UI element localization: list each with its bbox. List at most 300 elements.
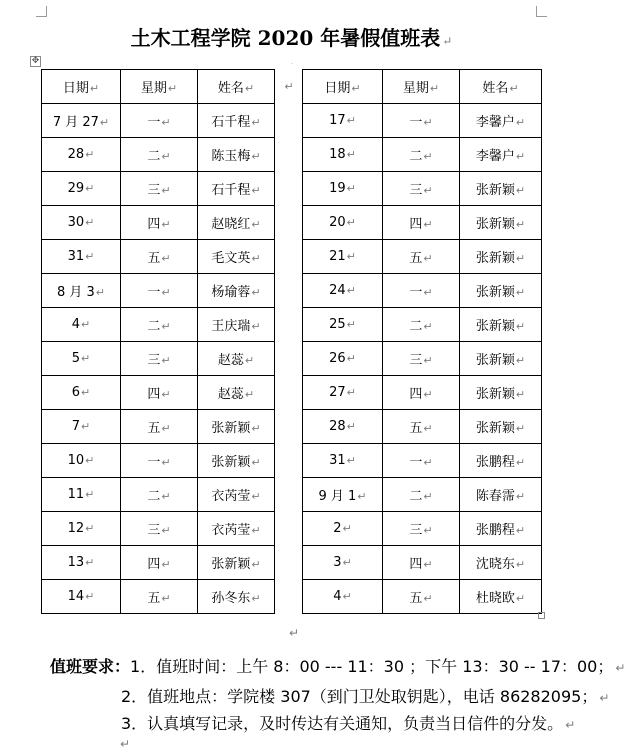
table-gap-cell — [275, 444, 303, 478]
date-cell — [42, 206, 121, 240]
cell-mark: ↵ — [251, 218, 261, 231]
name-cell-text: 李馨户 — [475, 149, 515, 164]
cell-mark: ↵ — [515, 558, 526, 571]
table-row — [42, 546, 542, 580]
name-cell-text: 衣芮莹 — [211, 523, 251, 538]
cell-mark: ↵ — [244, 82, 255, 95]
date-cell — [42, 376, 121, 410]
cell-mark: ↵ — [251, 184, 261, 197]
name-cell — [198, 240, 275, 274]
weekday-cell — [383, 104, 460, 138]
header-cell-weekday-text: 星期 — [140, 81, 167, 96]
weekday-cell-text: 四 — [409, 217, 423, 232]
weekday-cell — [383, 410, 460, 444]
date-cell-text: 7 月 27 — [52, 115, 99, 130]
date-cell — [303, 104, 383, 138]
table-move-handle-icon[interactable]: ✥ — [31, 56, 40, 66]
header-cell-date — [303, 70, 383, 104]
cell-mark: ↵ — [244, 388, 255, 401]
name-cell — [460, 342, 542, 376]
name-cell-text: 张新颖 — [211, 421, 251, 436]
cell-mark: ↵ — [85, 216, 95, 229]
cell-mark: ↵ — [81, 386, 91, 399]
cell-mark: ↵ — [342, 522, 352, 535]
weekday-cell-text: 五 — [409, 591, 423, 606]
name-cell-text: 张新颖 — [475, 251, 515, 266]
cell-mark: ↵ — [167, 82, 178, 95]
requirement-line-3 — [121, 711, 575, 734]
name-cell-text: 张新颖 — [475, 183, 515, 198]
cell-mark: ↵ — [515, 184, 526, 197]
cell-mark: ↵ — [85, 590, 95, 603]
cell-mark: ↵ — [346, 386, 356, 399]
document-title — [0, 22, 583, 51]
page-corner-mark-top-right — [536, 6, 547, 17]
requirement-line-1 — [50, 654, 625, 677]
cell-mark: ↵ — [346, 284, 356, 297]
name-cell — [460, 138, 542, 172]
name-cell — [198, 512, 275, 546]
weekday-cell — [383, 580, 460, 614]
name-cell — [460, 240, 542, 274]
date-cell-text: 30 — [67, 215, 85, 230]
weekday-cell — [383, 444, 460, 478]
table-gap-cell — [275, 478, 303, 512]
date-cell-text: 19 — [329, 181, 346, 196]
table-row — [42, 240, 542, 274]
weekday-cell-text: 五 — [409, 421, 423, 436]
table-gap-cell — [275, 308, 303, 342]
weekday-cell — [121, 342, 198, 376]
weekday-cell — [121, 308, 198, 342]
cell-mark: ↵ — [515, 592, 526, 605]
cell-mark: ↵ — [251, 116, 261, 129]
cell-mark: ↵ — [346, 182, 356, 195]
table-row — [42, 410, 542, 444]
date-cell-text: 6 — [71, 385, 81, 400]
weekday-cell — [383, 342, 460, 376]
date-cell-text: 3 — [333, 555, 342, 570]
weekday-cell-text: 一 — [409, 455, 423, 470]
name-cell-text: 张新颖 — [475, 421, 515, 436]
cell-mark: ↵ — [515, 320, 526, 333]
weekday-cell — [383, 240, 460, 274]
cell-mark: ↵ — [423, 354, 433, 367]
weekday-cell-text: 二 — [409, 149, 423, 164]
cell-mark: ↵ — [351, 82, 361, 95]
cell-mark: ↵ — [423, 252, 433, 265]
name-cell — [460, 308, 542, 342]
cell-mark: ↵ — [161, 286, 171, 299]
date-cell — [42, 546, 121, 580]
cell-mark: ↵ — [346, 114, 356, 127]
date-cell — [42, 104, 121, 138]
table-row — [42, 274, 542, 308]
table-row — [42, 580, 542, 614]
table-header-row — [42, 70, 542, 104]
cell-mark: ↵ — [95, 286, 106, 299]
cell-mark: ↵ — [161, 558, 171, 571]
date-cell-text: 2 — [333, 521, 342, 536]
weekday-cell-text: 三 — [147, 183, 161, 198]
table-row — [42, 104, 542, 138]
date-cell — [303, 376, 383, 410]
table-row — [42, 138, 542, 172]
date-cell-text: 20 — [329, 215, 346, 230]
name-cell — [198, 410, 275, 444]
date-cell-text: 8 月 3 — [56, 285, 95, 300]
table-row — [42, 308, 542, 342]
name-cell — [460, 104, 542, 138]
header-cell-date-text: 日期 — [62, 81, 89, 96]
table-gap-cell — [275, 138, 303, 172]
weekday-cell-text: 三 — [147, 523, 161, 538]
date-cell-text: 25 — [329, 317, 346, 332]
cell-mark: ↵ — [423, 490, 433, 503]
header-cell-name — [460, 70, 542, 104]
cell-mark: ↵ — [423, 558, 433, 571]
cell-mark: ↵ — [89, 82, 100, 95]
cell-mark: ↵ — [161, 218, 171, 231]
name-cell — [198, 138, 275, 172]
date-cell-text: 18 — [329, 147, 346, 162]
name-cell — [460, 512, 542, 546]
weekday-cell-text: 三 — [147, 353, 161, 368]
weekday-cell — [121, 410, 198, 444]
cell-mark: ↵ — [251, 592, 261, 605]
table-gap-cell — [275, 274, 303, 308]
cell-mark: ↵ — [81, 318, 91, 331]
date-cell-text: 5 — [71, 351, 81, 366]
table-row — [42, 376, 542, 410]
weekday-cell-text: 二 — [147, 319, 161, 334]
date-cell — [303, 172, 383, 206]
page-corner-mark-top-left — [36, 6, 47, 17]
date-cell — [303, 206, 383, 240]
name-cell-text: 张鹏程 — [475, 523, 515, 538]
weekday-cell — [383, 376, 460, 410]
date-cell — [42, 342, 121, 376]
weekday-cell-text: 二 — [409, 489, 423, 504]
date-cell-text: 10 — [67, 453, 85, 468]
cell-mark: ↵ — [251, 422, 261, 435]
table-gap-cell — [275, 546, 303, 580]
cell-mark: ↵ — [161, 388, 171, 401]
cell-mark: ↵ — [251, 490, 261, 503]
name-cell — [460, 376, 542, 410]
weekday-cell — [383, 274, 460, 308]
cell-mark: ↵ — [161, 252, 171, 265]
date-cell-text: 26 — [329, 351, 346, 366]
cell-mark: ↵ — [251, 150, 261, 163]
cell-mark: ↵ — [515, 456, 526, 469]
name-cell — [198, 342, 275, 376]
table-row — [42, 478, 542, 512]
cell-mark: ↵ — [161, 150, 171, 163]
name-cell-text: 衣芮莹 — [211, 489, 251, 504]
weekday-cell-text: 一 — [147, 455, 161, 470]
cell-mark: ↵ — [161, 354, 171, 367]
name-cell — [460, 172, 542, 206]
name-cell — [460, 444, 542, 478]
cell-mark: ↵ — [85, 488, 95, 501]
name-cell — [460, 478, 542, 512]
weekday-cell — [383, 308, 460, 342]
cell-mark: ↵ — [251, 286, 261, 299]
cell-mark: ↵ — [81, 420, 91, 433]
cell-mark: ↵ — [251, 456, 261, 469]
name-cell-text: 杨瑜蓉 — [211, 285, 251, 300]
name-cell — [460, 206, 542, 240]
name-cell-text: 张新颖 — [475, 319, 515, 334]
table-row — [42, 172, 542, 206]
date-cell-text: 21 — [329, 249, 346, 264]
cell-mark: ↵ — [423, 218, 433, 231]
weekday-cell-text: 一 — [409, 285, 423, 300]
cell-mark: ↵ — [251, 320, 261, 333]
date-cell — [42, 444, 121, 478]
table-gap-cell — [275, 342, 303, 376]
weekday-cell-text: 三 — [409, 353, 423, 368]
cell-mark: ↵ — [251, 558, 261, 571]
name-cell-text: 陈春霈 — [475, 489, 515, 504]
name-cell — [198, 274, 275, 308]
table-gap-cell — [275, 410, 303, 444]
weekday-cell-text: 四 — [147, 557, 161, 572]
name-cell-text: 孙冬东 — [211, 591, 251, 606]
weekday-cell-text: 五 — [147, 421, 161, 436]
weekday-cell — [383, 172, 460, 206]
cell-mark: ↵ — [81, 352, 91, 365]
date-cell — [303, 478, 383, 512]
date-cell-text: 24 — [329, 283, 346, 298]
cell-mark: ↵ — [423, 524, 433, 537]
header-cell-name-text: 姓名 — [217, 81, 244, 96]
weekday-cell-text: 五 — [147, 591, 161, 606]
weekday-cell — [121, 104, 198, 138]
name-cell — [460, 580, 542, 614]
weekday-cell — [121, 546, 198, 580]
cell-mark: ↵ — [85, 556, 95, 569]
weekday-cell — [383, 512, 460, 546]
cell-mark: ↵ — [161, 456, 171, 469]
name-cell-text: 张新颖 — [211, 557, 251, 572]
name-cell — [198, 478, 275, 512]
cell-mark: ↵ — [515, 524, 526, 537]
name-cell-text: 赵蕊 — [217, 387, 244, 402]
name-cell — [460, 546, 542, 580]
date-cell-text: 4 — [333, 589, 342, 604]
weekday-cell-text: 三 — [409, 523, 423, 538]
cell-mark: ↵ — [161, 490, 171, 503]
date-cell-text: 14 — [67, 589, 85, 604]
cell-mark: ↵ — [515, 218, 526, 231]
date-cell — [42, 274, 121, 308]
date-cell-text: 31 — [329, 453, 346, 468]
paragraph-mark: ↵ — [120, 737, 131, 751]
cell-mark: ↵ — [161, 116, 171, 129]
cell-mark: ↵ — [423, 150, 433, 163]
table-row — [42, 206, 542, 240]
date-cell — [303, 410, 383, 444]
date-cell-text: 4 — [71, 317, 81, 332]
name-cell-text: 石千程 — [211, 183, 251, 198]
cell-mark: ↵ — [85, 182, 95, 195]
cell-mark: ↵ — [423, 388, 433, 401]
date-cell — [303, 342, 383, 376]
date-cell-text: 11 — [67, 487, 85, 502]
cell-mark: ↵ — [85, 454, 95, 467]
cell-mark: ↵ — [346, 420, 356, 433]
cell-mark: ↵ — [346, 250, 356, 263]
cell-mark: ↵ — [251, 524, 261, 537]
date-cell-text: 28 — [329, 419, 346, 434]
name-cell-text: 赵晓红 — [211, 217, 251, 232]
table-gap-cell — [275, 70, 303, 104]
weekday-cell-text: 一 — [147, 285, 161, 300]
date-cell — [42, 478, 121, 512]
cell-mark: ↵ — [515, 388, 526, 401]
cell-mark: ↵ — [251, 252, 261, 265]
date-cell-text: 29 — [67, 181, 85, 196]
header-cell-weekday-text: 星期 — [402, 81, 429, 96]
cell-mark: ↵ — [423, 592, 433, 605]
weekday-cell-text: 五 — [409, 251, 423, 266]
weekday-cell — [121, 580, 198, 614]
weekday-cell-text: 四 — [409, 387, 423, 402]
requirement-item: 2．值班地点：学院楼 307（到门卫处取钥匙），电话 86282095； — [121, 687, 598, 706]
date-cell — [42, 240, 121, 274]
weekday-cell-text: 四 — [409, 557, 423, 572]
name-cell-text: 张新颖 — [475, 387, 515, 402]
name-cell-text: 王庆瑞 — [211, 319, 251, 334]
weekday-cell-text: 二 — [409, 319, 423, 334]
weekday-cell — [121, 274, 198, 308]
name-cell-text: 李馨户 — [475, 115, 515, 130]
cell-mark: ↵ — [342, 590, 352, 603]
paragraph-mark: ↵ — [599, 691, 610, 705]
cell-mark: ↵ — [161, 320, 171, 333]
name-cell — [198, 376, 275, 410]
date-cell — [303, 580, 383, 614]
date-cell — [303, 308, 383, 342]
table-gap-cell — [275, 512, 303, 546]
name-cell-text: 石千程 — [211, 115, 251, 130]
paragraph-mark: ↵ — [442, 34, 453, 48]
date-cell — [42, 308, 121, 342]
name-cell — [198, 580, 275, 614]
name-cell-text: 张新颖 — [475, 217, 515, 232]
weekday-cell — [383, 206, 460, 240]
header-cell-name-text: 姓名 — [482, 81, 509, 96]
table-gap-cell — [275, 240, 303, 274]
date-cell — [42, 138, 121, 172]
cell-mark: ↵ — [423, 116, 433, 129]
cell-mark: ↵ — [423, 184, 433, 197]
cell-mark: ↵ — [85, 148, 95, 161]
cell-mark: ↵ — [346, 318, 356, 331]
cell-mark: ↵ — [423, 320, 433, 333]
cell-mark: ↵ — [161, 592, 171, 605]
requirements-label: 值班要求： — [50, 657, 131, 676]
name-cell-text: 沈晓东 — [475, 557, 515, 572]
weekday-cell — [121, 376, 198, 410]
cell-mark: ↵ — [85, 522, 95, 535]
cell-mark: ↵ — [342, 556, 352, 569]
cell-mark: ↵ — [423, 456, 433, 469]
date-cell — [303, 546, 383, 580]
weekday-cell — [383, 478, 460, 512]
date-cell — [42, 172, 121, 206]
weekday-cell — [383, 546, 460, 580]
header-cell-date-text: 日期 — [324, 81, 351, 96]
name-cell — [198, 444, 275, 478]
weekday-cell — [121, 206, 198, 240]
cell-mark: ↵ — [423, 286, 433, 299]
name-cell-text: 陈玉梅 — [211, 149, 251, 164]
name-cell — [460, 410, 542, 444]
cell-mark: ↵ — [346, 454, 356, 467]
name-cell-text: 张新颖 — [211, 455, 251, 470]
weekday-cell-text: 一 — [147, 115, 161, 130]
date-cell — [303, 138, 383, 172]
cell-mark: ↵ — [515, 422, 526, 435]
weekday-cell — [383, 138, 460, 172]
date-cell-text: 17 — [329, 113, 346, 128]
table-resize-handle-icon[interactable] — [538, 612, 545, 619]
weekday-cell — [121, 172, 198, 206]
date-cell-text: 31 — [67, 249, 85, 264]
header-cell-weekday — [383, 70, 460, 104]
cell-mark: ↵ — [357, 490, 367, 503]
header-cell-date — [42, 70, 121, 104]
cell-mark: ↵ — [423, 422, 433, 435]
table-row — [42, 444, 542, 478]
table-gap-cell — [275, 172, 303, 206]
cell-mark: ↵ — [346, 352, 356, 365]
weekday-cell-text: 二 — [147, 149, 161, 164]
cell-mark: ↵ — [515, 490, 526, 503]
cell-mark: ↵ — [429, 82, 440, 95]
name-cell-text: 张新颖 — [475, 285, 515, 300]
name-cell-text: 赵蕊 — [217, 353, 244, 368]
date-cell — [42, 410, 121, 444]
weekday-cell-text: 二 — [147, 489, 161, 504]
cell-mark: ↵ — [515, 354, 526, 367]
requirement-item: 3．认真填写记录，及时传达有关通知，负责当日信件的分发。 — [121, 714, 564, 733]
header-cell-weekday — [121, 70, 198, 104]
weekday-cell — [121, 240, 198, 274]
table-gap-cell — [275, 376, 303, 410]
table-gap-cell — [275, 206, 303, 240]
cell-mark: ↵ — [161, 422, 171, 435]
date-cell — [303, 274, 383, 308]
cell-mark: ↵ — [515, 252, 526, 265]
name-cell-text: 张新颖 — [475, 353, 515, 368]
table-row — [42, 512, 542, 546]
cell-mark: ↵ — [515, 116, 526, 129]
paragraph-mark: ↵ — [565, 718, 576, 732]
header-cell-name — [198, 70, 275, 104]
weekday-cell-text: 三 — [409, 183, 423, 198]
cell-mark: ↵ — [346, 148, 356, 161]
name-cell — [198, 206, 275, 240]
weekday-cell — [121, 512, 198, 546]
name-cell — [198, 172, 275, 206]
cell-mark: ↵ — [346, 216, 356, 229]
cell-mark: ↵ — [244, 354, 255, 367]
table-row — [42, 342, 542, 376]
